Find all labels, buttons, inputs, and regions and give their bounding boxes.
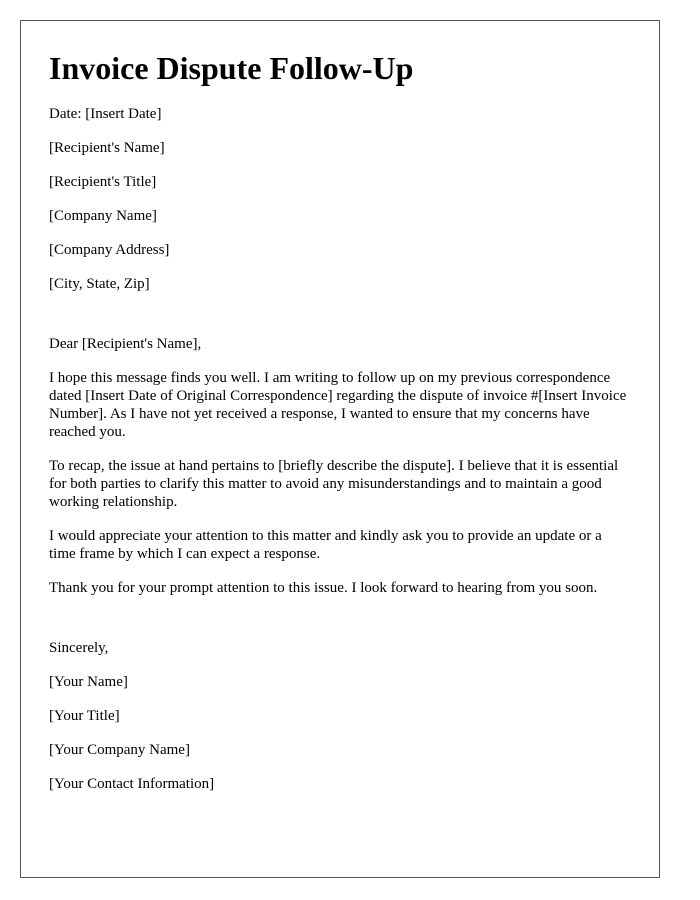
recipient-name: [Recipient's Name] bbox=[49, 140, 165, 156]
city-state-zip: [City, State, Zip] bbox=[49, 276, 150, 292]
letter-page bbox=[20, 20, 660, 878]
salutation: Dear [Recipient's Name], bbox=[49, 336, 202, 352]
signature-company: [Your Company Name] bbox=[49, 742, 190, 758]
date-line: Date: [Insert Date] bbox=[49, 106, 162, 122]
company-name: [Company Name] bbox=[49, 208, 157, 224]
body-paragraph: I would appreciate your attention to this matter and kindly ask you to provide an update or a time frame by which I can expect a response. bbox=[49, 528, 602, 562]
body-paragraph: To recap, the issue at hand pertains to [briefly describe the dispute]. I believe that it is essential for both parties to clarify this matter to avoid any misunderstandings and to maintain a good working relationship. bbox=[49, 458, 619, 510]
signature-title: [Your Title] bbox=[49, 708, 120, 724]
company-address: [Company Address] bbox=[49, 242, 170, 258]
closing: Sincerely, bbox=[49, 640, 109, 656]
body-paragraph: I hope this message finds you well. I am writing to follow up on my previous correspondence dated [Insert Date of Original Correspondence] regarding the dispute of invoice #[Insert Invoice Number]. As I have not yet received a response, I wanted to ensure that my concerns have reached you. bbox=[49, 370, 627, 440]
signature-contact: [Your Contact Information] bbox=[49, 776, 215, 792]
letter-title: Invoice Dispute Follow-Up bbox=[49, 50, 414, 86]
signature-name: [Your Name] bbox=[49, 674, 128, 690]
recipient-title: [Recipient's Title] bbox=[49, 174, 157, 190]
body-paragraph: Thank you for your prompt attention to this issue. I look forward to hearing from you soon. bbox=[49, 580, 598, 596]
